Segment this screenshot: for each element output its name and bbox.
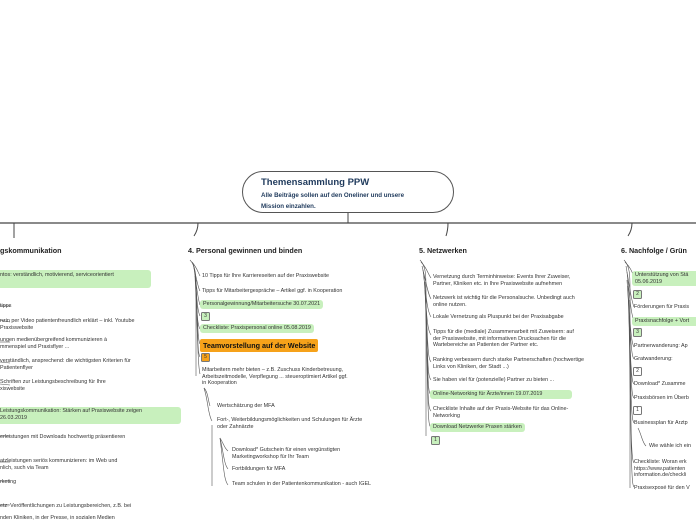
col3-item-3[interactable]: [0, 318, 134, 331]
col4-subsubitem-3[interactable]: Team schulen in der Patientenkommunikation - auch IGEL: [232, 481, 372, 487]
branch-6-title[interactable]: 6. Nachfolge / Grün: [621, 246, 687, 255]
col3-item-6[interactable]: [0, 379, 106, 392]
col3-item-highlight-1[interactable]: [0, 270, 151, 288]
col4-item-3[interactable]: Personalgewinnung/Mitarbeitersuche 30.07.2021: [200, 300, 323, 309]
col3-item-5[interactable]: [0, 358, 131, 371]
col3-item-3-line-1: nzin per Video patientenfreundlich erklärt – inkl. Youtube: [0, 318, 135, 324]
col6-item-10-line-2: https://www.patienten: [634, 465, 686, 472]
col6-item-7[interactable]: Praxisbörsen im Überb: [634, 395, 689, 401]
root-title: Themensammlung PPW: [261, 177, 370, 188]
col4-subitem-2-line-1: Fort-, Weiterbildungsmöglichkeiten und Schulungen für Ärzte: [217, 417, 363, 423]
col4-subsubitem-1-line-1: Download* Gutschein für einen vergünstigten: [232, 447, 341, 453]
col5-item-4[interactable]: [433, 329, 574, 349]
col5-item-2-line-2: online nutzen.: [433, 301, 467, 308]
col3-item-4[interactable]: [0, 337, 107, 350]
col5-item-4-line-1: Tipps für die (mediale) Zusammenarbeit mit Zuweisern: auf: [433, 329, 574, 335]
col4-item-2[interactable]: Tipps für Mitarbeitergespräche – Artikel ggf. in Kooperation: [202, 288, 343, 294]
col4-item-6-line-2: Arbeitszeitmodelle, Verpflegung ... steueroptimiert Artikel ggf.: [202, 373, 348, 380]
col4-subitem-2-line-2: oder Zahnärzte: [217, 423, 254, 430]
col6-item-6[interactable]: Download* Zusamme: [634, 381, 686, 387]
col4-item-4[interactable]: Checkliste: Praxispersonal online 05.08.2019: [200, 324, 314, 333]
col5-item-1-line-2: Partner, Kliniken etc. in Ihre Praxiswebsite aufnehmen: [433, 280, 563, 287]
col3-item-9-line-1: atzleistungen seriös kommunizieren: im Web und: [0, 458, 118, 464]
col3-item-4-line-2: mmenspiel und Praxisflyer ...: [0, 343, 70, 350]
col4-subsubitem-1-line-2: Marketingworkshop für Ihr Team: [232, 453, 309, 460]
col6-item-1[interactable]: [632, 271, 696, 286]
col5-item-6[interactable]: Sie haben viel für (potenzielle) Partner zu bieten ...: [433, 377, 555, 383]
col3-item-1-text: ntos: verständlich, motivierend, serviceorientiert: [0, 272, 114, 278]
col3-item-5-line-1: verständlich, ansprechend: die wichtigsten Kriterien für: [0, 358, 131, 364]
col3-item-9[interactable]: [0, 458, 117, 471]
col3-item-4-line-1: ungen medienübergreifend kommunizieren à: [0, 337, 107, 343]
col3-item-11[interactable]: etz: Veröffentlichungen zu Leistungsbereichen, z.B. bei: [0, 503, 132, 509]
col4-item-3-badge[interactable]: 3: [201, 312, 210, 321]
col5-item-4-line-2: der Praxiswebsite, mit informativen Drucksachen für die: [433, 335, 567, 342]
col6-item-8[interactable]: Businessplan für Arztp: [634, 420, 688, 426]
col6-item-2[interactable]: Förderungen für Praxis: [634, 304, 690, 310]
branch-4-title[interactable]: 4. Personal gewinnen und binden: [188, 246, 303, 255]
col5-item-7[interactable]: Online-Networking für Ärzte/innen 19.07.2019: [430, 390, 572, 399]
col6-item-10-line-1: Checkliste: Woran erk: [634, 459, 687, 465]
col5-item-5[interactable]: [433, 357, 584, 370]
root-node[interactable]: [242, 171, 454, 213]
col3-item-highlight-7[interactable]: [0, 407, 181, 424]
col6-item-3[interactable]: Praxisnachfolge + Vort: [632, 317, 696, 326]
col5-item-2[interactable]: [433, 295, 575, 308]
root-subtitle: [261, 190, 453, 212]
col5-item-9[interactable]: Download Netzwerke Praxen stärken: [430, 423, 525, 432]
col6-item-1-line-2: 05.06.2019: [635, 278, 662, 285]
col4-subitem-2[interactable]: [217, 417, 362, 430]
col5-item-1-line-1: Vernetzung durch Terminhinweise: Events Ihrer Zuweiser,: [433, 274, 571, 280]
col6-item-3-badge[interactable]: 3: [633, 328, 642, 337]
branch-3-title[interactable]: gskommunikation: [0, 246, 62, 255]
col4-item-5-badge[interactable]: 5: [201, 353, 210, 362]
col5-item-8-line-2: Networking: [433, 412, 460, 419]
col3-item-2[interactable]: tipps: [0, 303, 12, 309]
col5-item-8-line-1: Checkliste Inhalte auf der Praxis-Website für das Online-: [433, 406, 569, 412]
col3-item-12[interactable]: nden Kliniken, in der Presse, in sozialen Medien: [0, 515, 115, 521]
col4-item-6[interactable]: [202, 367, 348, 387]
col6-item-7-badge[interactable]: 1: [633, 406, 642, 415]
col3-item-3-line-2: Praxiswebsite: [0, 324, 34, 331]
col6-item-1-line-1: Unterstützung von Stä: [635, 272, 689, 278]
col3-item-8[interactable]: erleistungen mit Downloads hochwertig präsentieren: [0, 434, 126, 440]
col3-item-6-line-1: Schriften zur Leistungsbeschreibung für Ihre: [0, 379, 106, 385]
col5-item-3[interactable]: Lokale Vernetzung als Pluspunkt bei der Praxisabgabe: [433, 314, 564, 320]
branch-5-title[interactable]: 5. Netzwerken: [419, 246, 467, 255]
col3-item-7-line-2: 26.03.2019: [0, 414, 27, 421]
col4-item-6-line-3: in Kooperation: [202, 380, 237, 387]
col4-item-6-line-1: Mitarbeitern mehr bieten – z.B. Zuschuss Kinderbetreuung,: [202, 367, 344, 373]
col5-item-9-badge[interactable]: 1: [431, 436, 440, 445]
col6-subitem-9[interactable]: Wie wähle ich ein: [649, 443, 691, 449]
col3-item-6-line-2: xiswebsite: [0, 385, 25, 392]
col6-item-1-badge[interactable]: 2: [633, 290, 642, 299]
col5-item-5-line-2: Links von Kliniken, der Stadt ...): [433, 363, 509, 370]
col5-item-8[interactable]: [433, 406, 568, 419]
col6-item-11[interactable]: Praxisexposé für den V: [634, 485, 690, 491]
col3-item-10[interactable]: rketing: [0, 479, 17, 485]
col6-item-5-badge[interactable]: 2: [633, 367, 642, 376]
col3-item-9-line-2: nlich, such via Team: [0, 464, 49, 471]
col4-subsubitem-2[interactable]: Fortbildungen für MFA: [232, 466, 286, 472]
col4-subitem-1[interactable]: Wertschätzung der MFA: [217, 403, 275, 409]
col6-item-5[interactable]: Gratwanderung:: [634, 356, 673, 362]
root-subtitle-line-1: Alle Beiträge sollen auf den Oneliner und unsere: [261, 192, 405, 199]
col3-item-5-line-2: Patientenflyer: [0, 364, 33, 371]
col5-item-2-line-1: Netzwerk ist wichtig für die Personalsuche. Unbedingt auch: [433, 295, 575, 301]
col4-item-5-highlight[interactable]: Teamvorstellung auf der Website: [200, 339, 318, 352]
col6-item-4[interactable]: Partnerwanderung: Ap: [634, 343, 688, 349]
col5-item-1[interactable]: [433, 274, 570, 287]
col6-item-10[interactable]: [634, 459, 687, 479]
col4-item-1[interactable]: 10 Tipps für Ihre Karriereseiten auf der Praxiswebsite: [202, 273, 330, 279]
root-subtitle-line-2: Mission einzahlen.: [261, 203, 316, 210]
col5-item-4-line-3: Wartebereiche an Patienten der Partner etc.: [433, 342, 539, 349]
col4-subsubitem-1[interactable]: [232, 447, 340, 460]
col6-item-10-line-3: information.de/checkli: [634, 472, 687, 479]
col3-item-7-line-1: Leistungskommunikation: Stärken auf Praxiswebsite zeigen: [0, 408, 143, 414]
col5-item-5-line-1: Ranking verbessern durch starke Partnerschaften (hochwertige: [433, 357, 585, 363]
